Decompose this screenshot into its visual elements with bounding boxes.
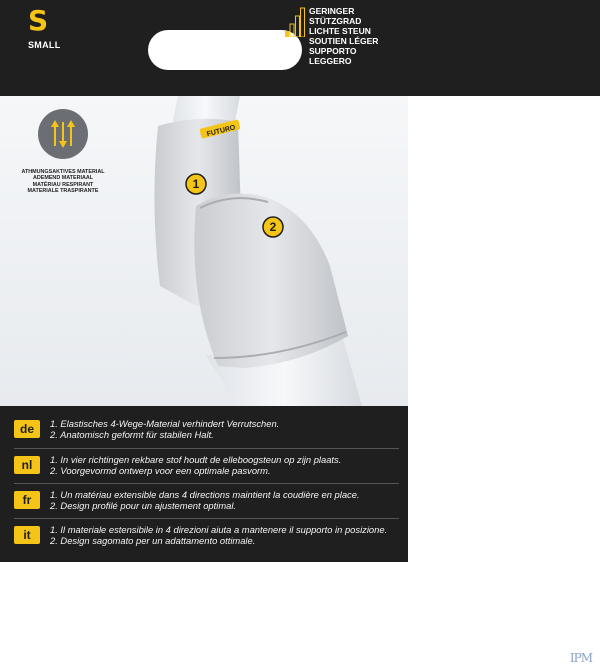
support-line: SUPPORTO <box>309 46 357 56</box>
language-code-badge: it <box>14 526 40 544</box>
language-row-de <box>0 416 408 448</box>
watermark-logo: IPM <box>569 651 592 665</box>
feature-line-2: 2. Design sagomato per un adattamento ottimale. <box>50 535 256 546</box>
support-line: GERINGER <box>309 6 355 16</box>
feature-line-1: 1. In vier richtingen rekbare stof houdt de elleboogsteun op zijn plaats. <box>50 454 342 465</box>
language-code-badge: fr <box>14 491 40 509</box>
support-level-text <box>309 6 378 66</box>
breathable-arrows-icon <box>37 108 89 160</box>
breathable-line: MATERIALE TRASPIRANTE <box>27 188 99 195</box>
feature-line-2: 2. Design profilé pour un ajustement optimal. <box>50 500 237 511</box>
divider <box>14 483 399 484</box>
callout-2-label: 2 <box>269 220 277 234</box>
language-row-it <box>0 522 408 554</box>
breathable-line: MATÉRIAU RESPIRANT <box>32 181 94 188</box>
language-code-badge: de <box>14 420 40 438</box>
support-line: LEGGERO <box>309 56 352 66</box>
breathable-line: ADEMEND MATERIAAL <box>32 175 94 182</box>
divider <box>14 448 399 449</box>
language-code-badge: nl <box>14 456 40 474</box>
support-line: SOUTIEN LÉGER <box>309 36 379 46</box>
feature-line-1: 1. Un matériau extensible dans 4 directions maintient la coudière en place. <box>50 489 360 500</box>
feature-line-1: 1. Il materiale estensibile in 4 direzioni aiuta a mantenere il supporto in posizione. <box>50 524 388 535</box>
language-row-fr <box>0 487 408 519</box>
feature-line-2: 2. Anatomisch geformt für stabilen Halt. <box>50 429 214 440</box>
support-level-icon <box>285 7 305 37</box>
callout-1-label: 1 <box>192 177 200 191</box>
hang-tab-hole <box>148 30 302 70</box>
package-header <box>0 0 600 96</box>
breathable-badge <box>14 108 112 195</box>
language-row-nl <box>0 452 408 484</box>
brand-label: FUTURO <box>206 124 237 139</box>
feature-line-1: 1. Elastisches 4-Wege-Material verhindert Verrutschen. <box>50 418 280 429</box>
breathable-line: ATHMUNGSAKTIVES MATERIAL <box>21 169 105 175</box>
support-line: LICHTE STEUN <box>309 26 371 36</box>
size-letter: S <box>28 4 49 37</box>
language-descriptions <box>0 406 408 562</box>
support-line: STÜTZGRAD <box>309 16 362 26</box>
feature-line-2: 2. Voorgevormd ontwerp voor een optimale pasvorm. <box>50 465 271 476</box>
divider <box>14 518 399 519</box>
size-label: SMALL <box>28 40 61 50</box>
